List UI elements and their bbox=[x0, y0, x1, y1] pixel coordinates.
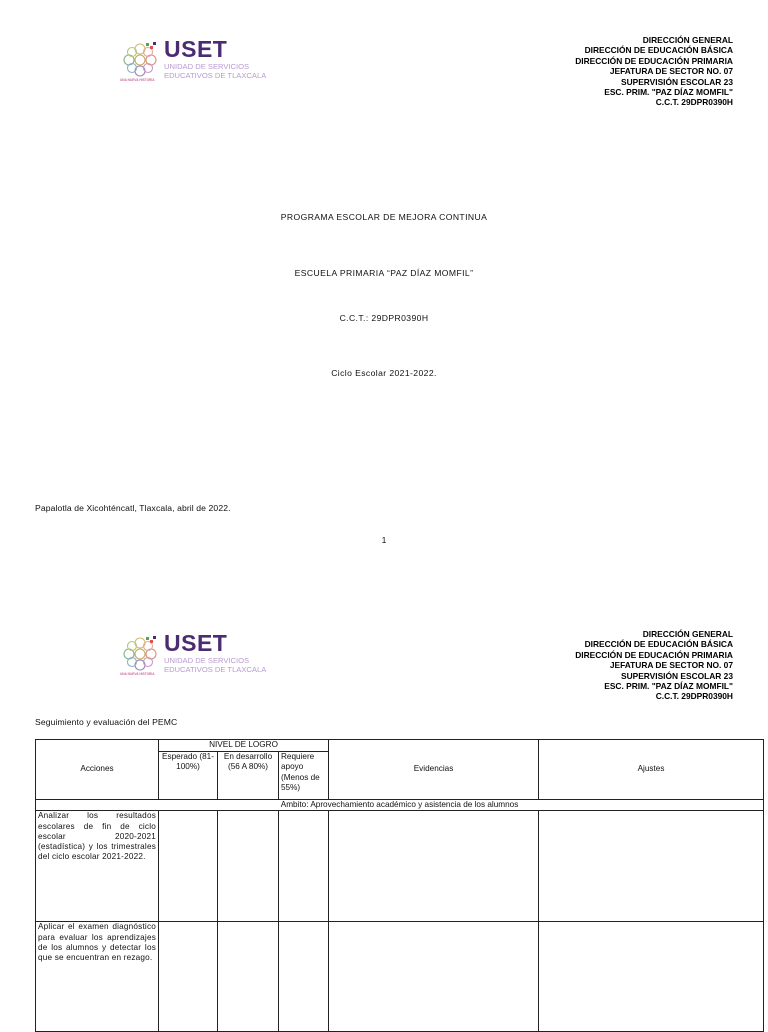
desarrollo-cell bbox=[218, 922, 279, 1032]
header-line: JEFATURA DE SECTOR NO. 07 bbox=[609, 66, 733, 77]
header-acciones: Acciones bbox=[36, 740, 159, 800]
table-row bbox=[36, 811, 764, 922]
school-cycle: Ciclo Escolar 2021-2022. bbox=[331, 368, 437, 378]
esperado-cell bbox=[159, 922, 218, 1032]
header-line: DIRECCIÓN DE EDUCACIÓN PRIMARIA bbox=[575, 55, 733, 66]
header-evidencias: Evidencias bbox=[329, 740, 539, 800]
uset-logo bbox=[120, 630, 280, 686]
header-line: DIRECCIÓN GENERAL bbox=[642, 629, 733, 639]
brand-subtitle-1: UNIDAD DE SERVICIOS bbox=[164, 62, 250, 71]
action-cell: Aplicar el examen diagnóstico para evaluar los aprendizajes de los alumnos y detectar los que se encuentran en rezago. bbox=[36, 922, 159, 1032]
header-line: JEFATURA DE SECTOR NO. 07 bbox=[609, 660, 733, 671]
header-right-block bbox=[575, 35, 733, 108]
program-title: PROGRAMA ESCOLAR DE MEJORA CONTINUA bbox=[280, 212, 488, 222]
evidencias-cell bbox=[329, 811, 539, 922]
ambito-row: Ambito: Aprovechamiento académico y asistencia de los alumnos bbox=[36, 800, 764, 811]
header-esperado: Esperado (81-100%) bbox=[159, 752, 218, 800]
page-number: 1 bbox=[381, 535, 387, 545]
header-nivel-logro: NIVEL DE LOGRO bbox=[159, 740, 329, 752]
header-line: DIRECCIÓN DE EDUCACIÓN BÁSICA bbox=[584, 639, 733, 650]
header-line: SUPERVISIÓN ESCOLAR 23 bbox=[620, 670, 733, 681]
section-title: Seguimiento y evaluación del PEMC bbox=[35, 717, 178, 727]
brand-name: USET bbox=[164, 36, 228, 62]
school-name: ESCUELA PRIMARIA “PAZ DÍAZ MOMFIL” bbox=[294, 268, 474, 278]
requiere-cell bbox=[279, 811, 329, 922]
desarrollo-cell bbox=[218, 811, 279, 922]
header-en-desarrollo: En desarrollo (56 A 80%) bbox=[218, 752, 279, 800]
ajustes-cell bbox=[539, 922, 764, 1032]
header-line: DIRECCIÓN DE EDUCACIÓN PRIMARIA bbox=[575, 649, 733, 660]
brand-tagline: UNA NUEVA HISTORIA bbox=[120, 78, 155, 82]
ajustes-cell bbox=[539, 811, 764, 922]
header-line: SUPERVISIÓN ESCOLAR 23 bbox=[620, 76, 733, 87]
school-cct: C.C.T.: 29DPR0390H bbox=[339, 313, 429, 323]
brand-name: USET bbox=[164, 630, 228, 656]
requiere-cell bbox=[279, 922, 329, 1032]
brand-subtitle-1: UNIDAD DE SERVICIOS bbox=[164, 656, 250, 665]
evidencias-cell bbox=[329, 922, 539, 1032]
action-cell: Analizar los resultados escolares de fin de ciclo escolar 2020-2021 (estadística) y los trimestrales del ciclo escolar 2021-2022. bbox=[36, 811, 159, 922]
header-line: ESC. PRIM. "PAZ DÍAZ MOMFIL" bbox=[604, 87, 733, 98]
table-row bbox=[36, 922, 764, 1032]
pemc-tracking-table bbox=[35, 739, 764, 1032]
place-date: Papalotla de Xicohténcatl, Tlaxcala, abril de 2022. bbox=[35, 503, 231, 513]
brand-subtitle-2: EDUCATIVOS DE TLAXCALA bbox=[164, 71, 267, 80]
header-line: ESC. PRIM. "PAZ DÍAZ MOMFIL" bbox=[604, 681, 733, 692]
header-line: DIRECCIÓN GENERAL bbox=[642, 35, 733, 45]
header-requiere-apoyo: Requiere apoyo (Menos de 55%) bbox=[279, 752, 329, 800]
header-line: C.C.T. 29DPR0390H bbox=[655, 97, 733, 108]
header-line: C.C.T. 29DPR0390H bbox=[655, 691, 733, 702]
brand-tagline: UNA NUEVA HISTORIA bbox=[120, 672, 155, 676]
header-line: DIRECCIÓN DE EDUCACIÓN BÁSICA bbox=[584, 45, 733, 56]
esperado-cell bbox=[159, 811, 218, 922]
uset-logo bbox=[120, 36, 280, 92]
header-right-block bbox=[575, 629, 733, 702]
brand-subtitle-2: EDUCATIVOS DE TLAXCALA bbox=[164, 665, 267, 674]
header-ajustes: Ajustes bbox=[539, 740, 764, 800]
